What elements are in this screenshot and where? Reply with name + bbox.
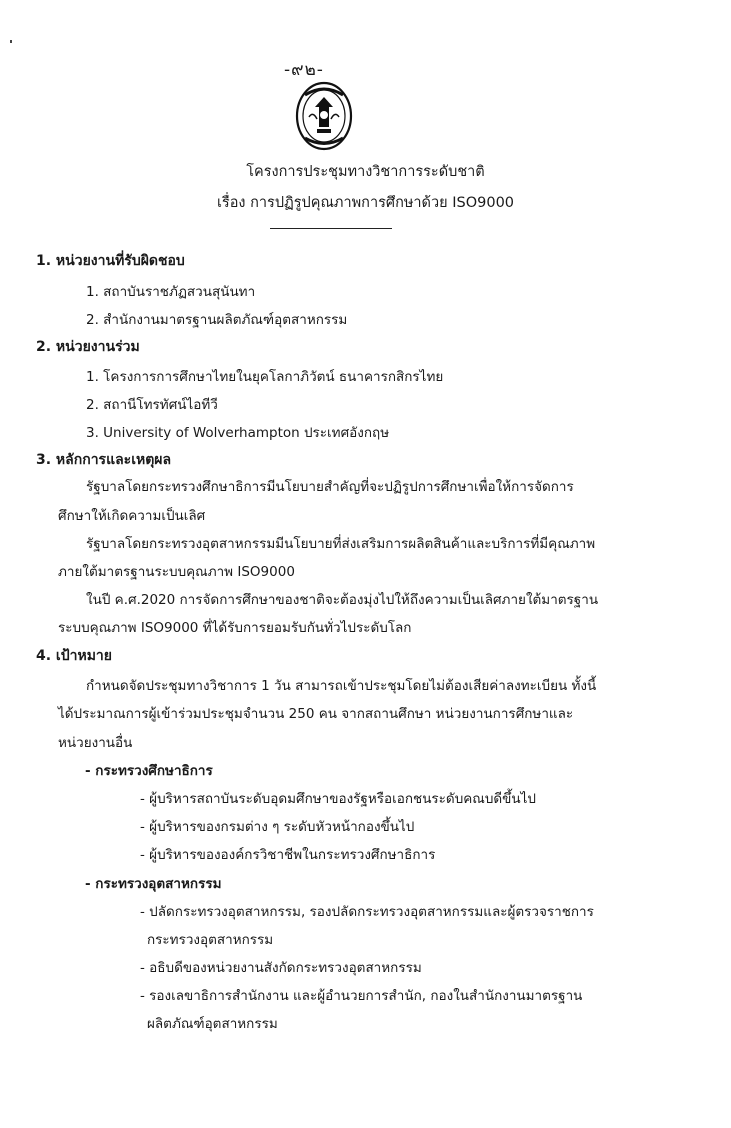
paragraph-line: รัฐบาลโดยกระทรวงอุตสาหกรรมมีนโยบายที่ส่งเสริมการผลิตสินค้าและบริการที่มีคุณภาพ [86,536,596,552]
list-item: 1. โครงการการศึกษาไทยในยุคโลกาภิวัตน์ ธนาคารกสิกรไทย [86,369,444,385]
title-divider [270,228,392,229]
paragraph-line: ได้ประมาณการผู้เข้าร่วมประชุมจำนวน 250 คน จากสถานศึกษา หน่วยงานการศึกษาและ [58,706,574,722]
list-item: 1. สถาบันราชภัฏสวนสุนันทา [86,284,256,300]
list-item: - อธิบดีของหน่วยงานสังกัดกระทรวงอุตสาหกรรม [140,960,422,976]
paragraph-line: ศึกษาให้เกิดความเป็นเลิศ [58,508,206,524]
document-title: โครงการประชุมทางวิชาการระดับชาติ [246,164,485,180]
list-item: 3. University of Wolverhampton ประเทศอังกฤษ [86,425,390,441]
section-heading-rationale: 3. หลักการและเหตุผล [36,452,172,468]
list-item: 2. สถานีโทรทัศน์ไอทีวี [86,397,218,413]
list-item: - รองเลขาธิการสำนักงาน และผู้อำนวยการสำนัก, กองในสำนักงานมาตรฐาน [140,988,583,1004]
list-item: 2. สำนักงานมาตรฐานผลิตภัณฑ์อุตสาหกรรม [86,312,348,328]
group-label-education: - กระทรวงศึกษาธิการ [85,763,213,779]
paragraph-line: กำหนดจัดประชุมทางวิชาการ 1 วัน สามารถเข้าประชุมโดยไม่ต้องเสียค่าลงทะเบียน ทั้งนี้ [86,678,597,694]
page-number: -๙๒- [284,60,324,80]
paragraph-line: รัฐบาลโดยกระทรวงศึกษาธิการมีนโยบายสำคัญที่จะปฏิรูปการศึกษาเพื่อให้การจัดการ [86,479,574,495]
scan-speck [10,40,12,43]
list-item-continuation: ผลิตภัณฑ์อุตสาหกรรม [147,1016,278,1032]
list-item: - ผู้บริหารขององค์กรวิชาชีพในกระทรวงศึกษาธิการ [140,847,436,863]
section-heading-target: 4. เป้าหมาย [36,648,112,664]
list-item: - ผู้บริหารสถาบันระดับอุดมศึกษาของรัฐหรือเอกชนระดับคณบดีขึ้นไป [140,791,536,807]
list-item-continuation: กระทรวงอุตสาหกรรม [147,932,274,948]
paragraph-line: หน่วยงานอื่น [58,735,133,751]
paragraph-line: ระบบคุณภาพ ISO9000 ที่ได้รับการยอมรับกันทั่วไประดับโลก [58,620,412,636]
list-item: - ผู้บริหารของกรมต่าง ๆ ระดับหัวหน้ากองขึ้นไป [140,819,415,835]
institution-seal-icon [295,81,353,151]
paragraph-line: ในปี ค.ศ.2020 การจัดการศึกษาของชาติจะต้องมุ่งไปให้ถึงความเป็นเลิศภายใต้มาตรฐาน [86,592,599,608]
paragraph-line: ภายใต้มาตรฐานระบบคุณภาพ ISO9000 [58,564,295,580]
section-heading-partners: 2. หน่วยงานร่วม [36,339,140,355]
group-label-industry: - กระทรวงอุตสาหกรรม [85,876,222,892]
document-subject: เรื่อง การปฏิรูปคุณภาพการศึกษาด้วย ISO9000 [216,195,515,211]
section-heading-responsible: 1. หน่วยงานที่รับผิดชอบ [36,253,185,269]
list-item: - ปลัดกระทรวงอุตสาหกรรม, รองปลัดกระทรวงอุตสาหกรรมและผู้ตรวจราชการ [140,904,594,920]
